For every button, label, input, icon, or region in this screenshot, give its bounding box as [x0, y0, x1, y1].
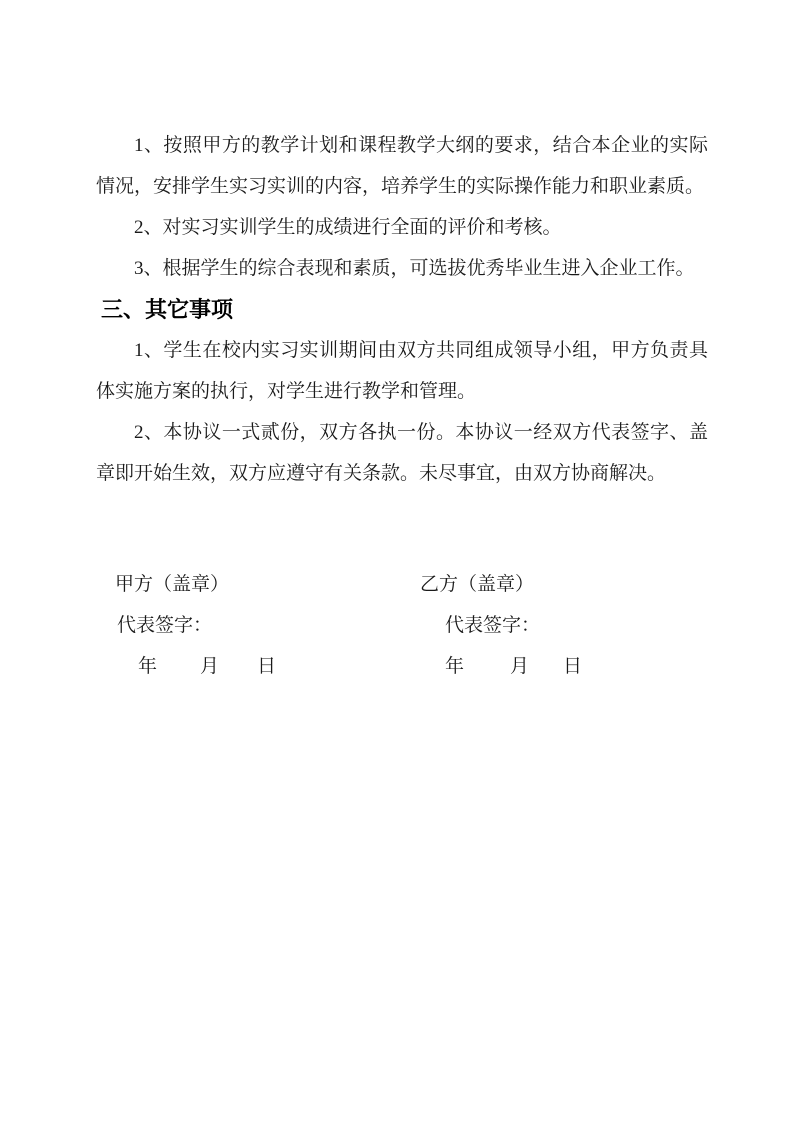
clause-paragraph-3: 3、根据学生的综合表现和素质，可选拔优秀毕业生进入企业工作。: [134, 258, 695, 279]
section-heading: 三、其它事项: [101, 297, 234, 322]
party-b-date-day-label: 日: [563, 656, 583, 677]
party-a-date-year-label: 年: [138, 656, 158, 677]
party-b-date-year-label: 年: [445, 656, 465, 677]
party-b-date-month-label: 月: [510, 656, 530, 677]
party-b-representative-signature-label: 代表签字：: [445, 615, 541, 636]
signature-block: [96, 564, 708, 687]
clause-paragraph-4: 1、学生在校内实习实训期间由双方共同组成领导小组，甲方负责具体实施方案的执行，对学生进行教学和管理。: [96, 340, 708, 402]
signature-date-row: [96, 646, 708, 687]
signature-sign-row: [96, 605, 708, 646]
party-a-date-month-label: 月: [200, 656, 220, 677]
party-a-representative-signature-label: 代表签字：: [117, 615, 213, 636]
party-a-seal-label: 甲方（盖章）: [115, 574, 230, 595]
signature-seal-row: [96, 564, 708, 605]
clause-paragraph-2: 2、对实习实训学生的成绩进行全面的评价和考核。: [134, 217, 562, 238]
party-b-seal-label: 乙方（盖章）: [420, 574, 535, 595]
clause-paragraph-1: 1、按照甲方的教学计划和课程教学大纲的要求，结合本企业的实际情况，安排学生实习实训的内容，培养学生的实际操作能力和职业素质。: [96, 135, 708, 197]
party-a-date-day-label: 日: [257, 656, 277, 677]
clause-paragraph-5: 2、本协议一式贰份，双方各执一份。本协议一经双方代表签字、盖章即开始生效，双方应遵守有关条款。未尽事宜，由双方协商解决。: [96, 422, 708, 484]
